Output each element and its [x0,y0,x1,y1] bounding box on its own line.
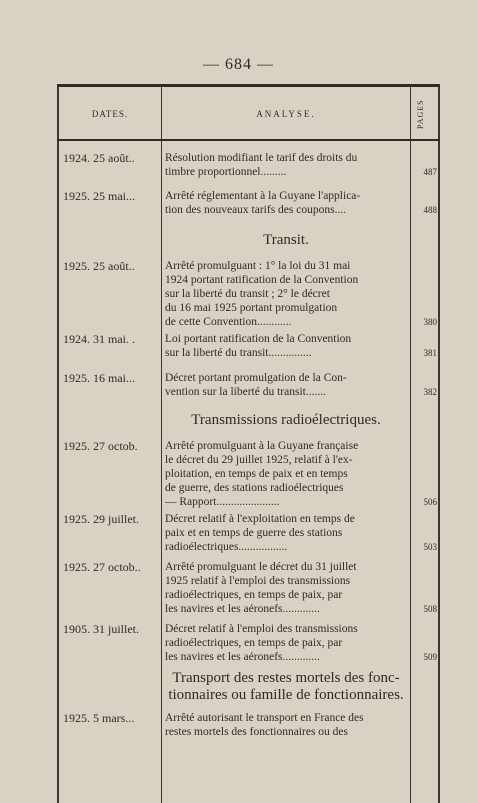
entry-line: Arrêté réglementant à la Guyane l'applica- [165,190,361,202]
entry-line: restes mortels des fonctionnaires ou des [165,726,348,738]
entry-page: 487 [423,167,437,177]
entry-analysis [165,151,406,179]
header-dates: DATES. [91,109,129,119]
entry-line: 1924 portant ratification de la Convention [165,274,359,286]
entry-line: de cette Convention............ [165,316,292,328]
entry-analysis [165,622,406,664]
entry-line: Arrêté promulguant : 1° la loi du 31 mai [165,260,351,272]
entry-line: timbre proportionnel......... [165,166,287,178]
entry-line: — Rapport...................... [165,496,280,508]
entry-line: Arrêté promulguant le décret du 31 juillet [165,561,357,573]
entry-line: radioélectriques................. [165,541,288,553]
entry-line: vention sur la liberté du transit....... [165,386,326,398]
entry-line: radioélectriques, en temps de paix, par [165,637,343,649]
entry-line: sur la liberté du transit............... [165,347,312,359]
entry-page: 382 [423,387,437,397]
entry-analysis [165,332,406,360]
entry-line: les navires et les aéronefs............. [165,603,320,615]
entry-date: 1925. 25 mai... [63,189,135,203]
entry-page: 488 [423,205,437,215]
entry-date: 1925. 27 octob.. [63,560,141,574]
header-pages: PAGES [416,99,425,129]
entry-date: 1924. 25 août.. [63,151,135,165]
entry-line: radioélectriques, en temps de paix, par [165,589,343,601]
entry-analysis [165,259,406,329]
section-title-transport [162,670,410,704]
entry-line: tion des nouveaux tarifs des coupons.... [165,204,347,216]
entry-page: 381 [423,348,437,358]
entry-date: 1925. 5 mars... [63,711,135,725]
entry-date: 1925. 16 mai... [63,371,135,385]
entry-line: Arrêté autorisant le transport en France des [165,712,364,724]
entry-line: paix et en temps de guerre des stations [165,527,343,539]
entry-line: de guerre, des stations radioélectriques [165,482,344,494]
index-table [57,84,440,803]
section-title-line: Transport des restes mortels des fonc- [172,670,400,686]
entry-date: 1925. 29 juillet. [63,512,139,526]
entry-analysis [165,560,406,616]
section-title-line: Transit. [263,232,309,248]
entry-line: sur la liberté du transit ; 2° le décret [165,288,330,300]
table-border-right [438,87,440,803]
header-analyse: ANALYSE. [256,109,316,119]
section-title-transit [162,232,410,249]
entry-line: Loi portant ratification de la Convention [165,333,352,345]
entry-analysis [165,439,406,509]
entry-line: les navires et les aéronefs............. [165,651,320,663]
entry-line: le décret du 29 juillet 1925, relatif à l'ex- [165,454,353,466]
entry-page: 506 [423,497,437,507]
entry-line: Décret relatif à l'emploi des transmissions [165,623,358,635]
entry-date: 1905. 31 juillet. [63,622,139,636]
entry-analysis [165,189,406,217]
entry-analysis [165,371,406,399]
entry-analysis [165,711,406,739]
entry-line: 1925 relatif à l'emploi des transmissions [165,575,351,587]
entry-line: du 16 mai 1925 portant promulgation [165,302,338,314]
section-title-line: Transmissions radioélectriques. [191,412,381,428]
entry-line: ploitation, en temps de paix et en temps [165,468,348,480]
table-header [57,87,440,141]
entry-analysis [165,512,406,554]
section-title-line: tionnaires ou famille de fonctionnaires. [168,687,404,703]
entry-line: Décret relatif à l'exploitation en temps de [165,513,355,525]
section-title-radio [162,412,410,429]
entry-line: Résolution modifiant le tarif des droits du [165,152,358,164]
entry-page: 380 [423,317,437,327]
entry-line: Décret portant promulgation de la Con- [165,372,347,384]
column-divider-analysis [410,87,411,803]
entry-page: 508 [423,604,437,614]
entry-page: 509 [423,652,437,662]
table-border-left [57,87,59,803]
entry-line: Arrêté promulguant à la Guyane française [165,440,359,452]
entry-page: 503 [423,542,437,552]
entry-date: 1925. 25 août.. [63,259,135,273]
entry-date: 1924. 31 mai. . [63,332,135,346]
entry-date: 1925. 27 octob. [63,439,138,453]
page-number: — 684 — [203,56,274,73]
